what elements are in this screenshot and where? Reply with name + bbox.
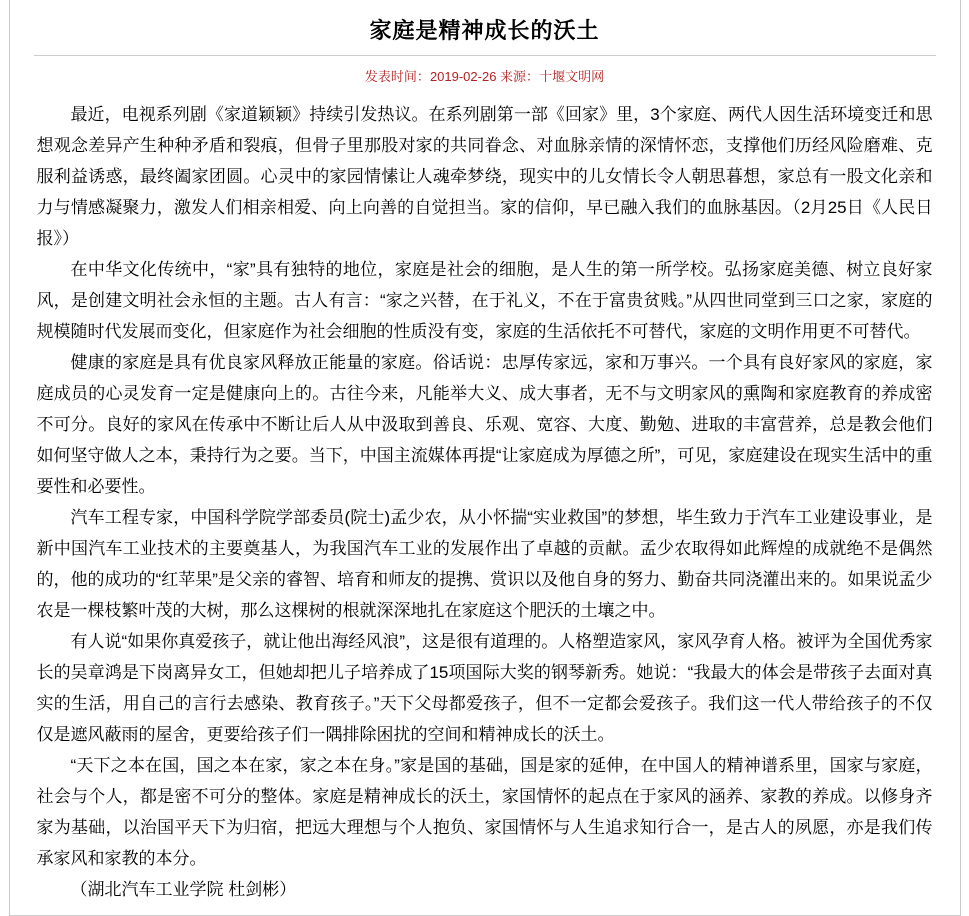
publish-date: 2019-02-26 — [429, 69, 497, 84]
source-label: 来源： — [496, 69, 540, 84]
paragraph: 有人说“如果你真爱孩子，就让他出海经风浪”，这是很有道理的。人格塑造家风，家风孕育人格。被评为全国优秀家长的吴章鸿是下岗离异女工，但她却把儿子培养成了15项国际大奖的钢琴新秀。她说：“我最大的体会是带孩子去面对真实的生活，用自己的言行去感染、教育孩子。”天下父母都爱孩子，但不一定都会爱孩子。我们这一代人带给孩子的不仅仅是遮风蔽雨的屋舍，更要给孩子们一隅排除困扰的空间和精神成长的沃土。 — [36, 632, 933, 744]
paragraph: 健康的家庭是具有优良家风释放正能量的家庭。俗话说：忠厚传家远，家和万事兴。一个具有良好家风的家庭，家庭成员的心灵发育一定是健康向上的。古往今来，凡能举大义、成大事者，无不与文明家风的熏陶和家庭教育的养成密不可分。良好的家风在传承中不断让后人从中汲取到善良、乐观、宽容、大度、勤勉、进取的丰富营养，总是教会他们如何坚守做人之本，秉持行为之要。当下，中国主流媒体再提“让家庭成为厚德之所”，可见，家庭建设在现实生活中的重要性和必要性。 — [36, 353, 933, 496]
publish-meta — [10, 56, 960, 91]
byline: （湖北汽车工业学院 杜剑彬） — [70, 880, 297, 899]
article-page — [9, 0, 961, 916]
paragraph: 最近，电视系列剧《家道颖颖》持续引发热议。在系列剧第一部《回家》里，3个家庭、两代人因生活环境变迁和思想观念差异产生种种矛盾和裂痕，但骨子里那股对家的共同眷念、对血脉亲情的深情怀恋，支撑他们历经风险磨难、克服利益诱惑，最终阖家团圆。心灵中的家园情愫让人魂牵梦绕，现实中的儿女情长令人朝思暮想，家总有一股文化亲和力与情感凝聚力，激发人们相亲相爱、向上向善的自觉担当。家的信仰，早已融入我们的血脉基因。（2月25日《人民日报》） — [36, 105, 933, 248]
publish-time-label: 发表时间： — [364, 69, 430, 84]
article-body — [10, 91, 960, 905]
paragraph: “天下之本在国，国之本在家，家之本在身。”家是国的基础，国是家的延伸，在中国人的精神谱系里，国家与家庭，社会与个人，都是密不可分的整体。家庭是精神成长的沃土，家国情怀的起点在于家风的涵养、家教的养成。以修身齐家为基础，以治国平天下为归宿，把远大理想与个人抱负、家国情怀与人生追求知行合一，是古人的夙愿，亦是我们传承家风和家教的本分。 — [36, 756, 933, 868]
paragraph: 在中华文化传统中，“家”具有独特的地位，家庭是社会的细胞，是人生的第一所学校。弘扬家庭美德、树立良好家风，是创建文明社会永恒的主题。古人有言：“家之兴替，在于礼义，不在于富贵贫贱。”从四世同堂到三口之家，家庭的规模随时代发展而变化，但家庭作为社会细胞的性质没有变，家庭的生活依托不可替代，家庭的文明作用更不可替代。 — [36, 260, 933, 341]
page-title: 家庭是精神成长的沃土 — [369, 18, 600, 43]
source-name: 十堰文明网 — [539, 69, 605, 84]
paragraph: 汽车工程专家，中国科学院学部委员(院士)孟少农，从小怀揣“实业救国”的梦想，毕生致力于汽车工业建设事业，是新中国汽车工业技术的主要奠基人，为我国汽车工业的发展作出了卓越的贡献。孟少农取得如此辉煌的成就绝不是偶然的，他的成功的“红苹果”是父亲的睿智、培育和师友的提携、赏识以及他自身的努力、勤奋共同浇灌出来的。如果说孟少农是一棵枝繁叶茂的大树，那么这棵树的根就深深地扎在家庭这个肥沃的土壤之中。 — [36, 508, 933, 620]
